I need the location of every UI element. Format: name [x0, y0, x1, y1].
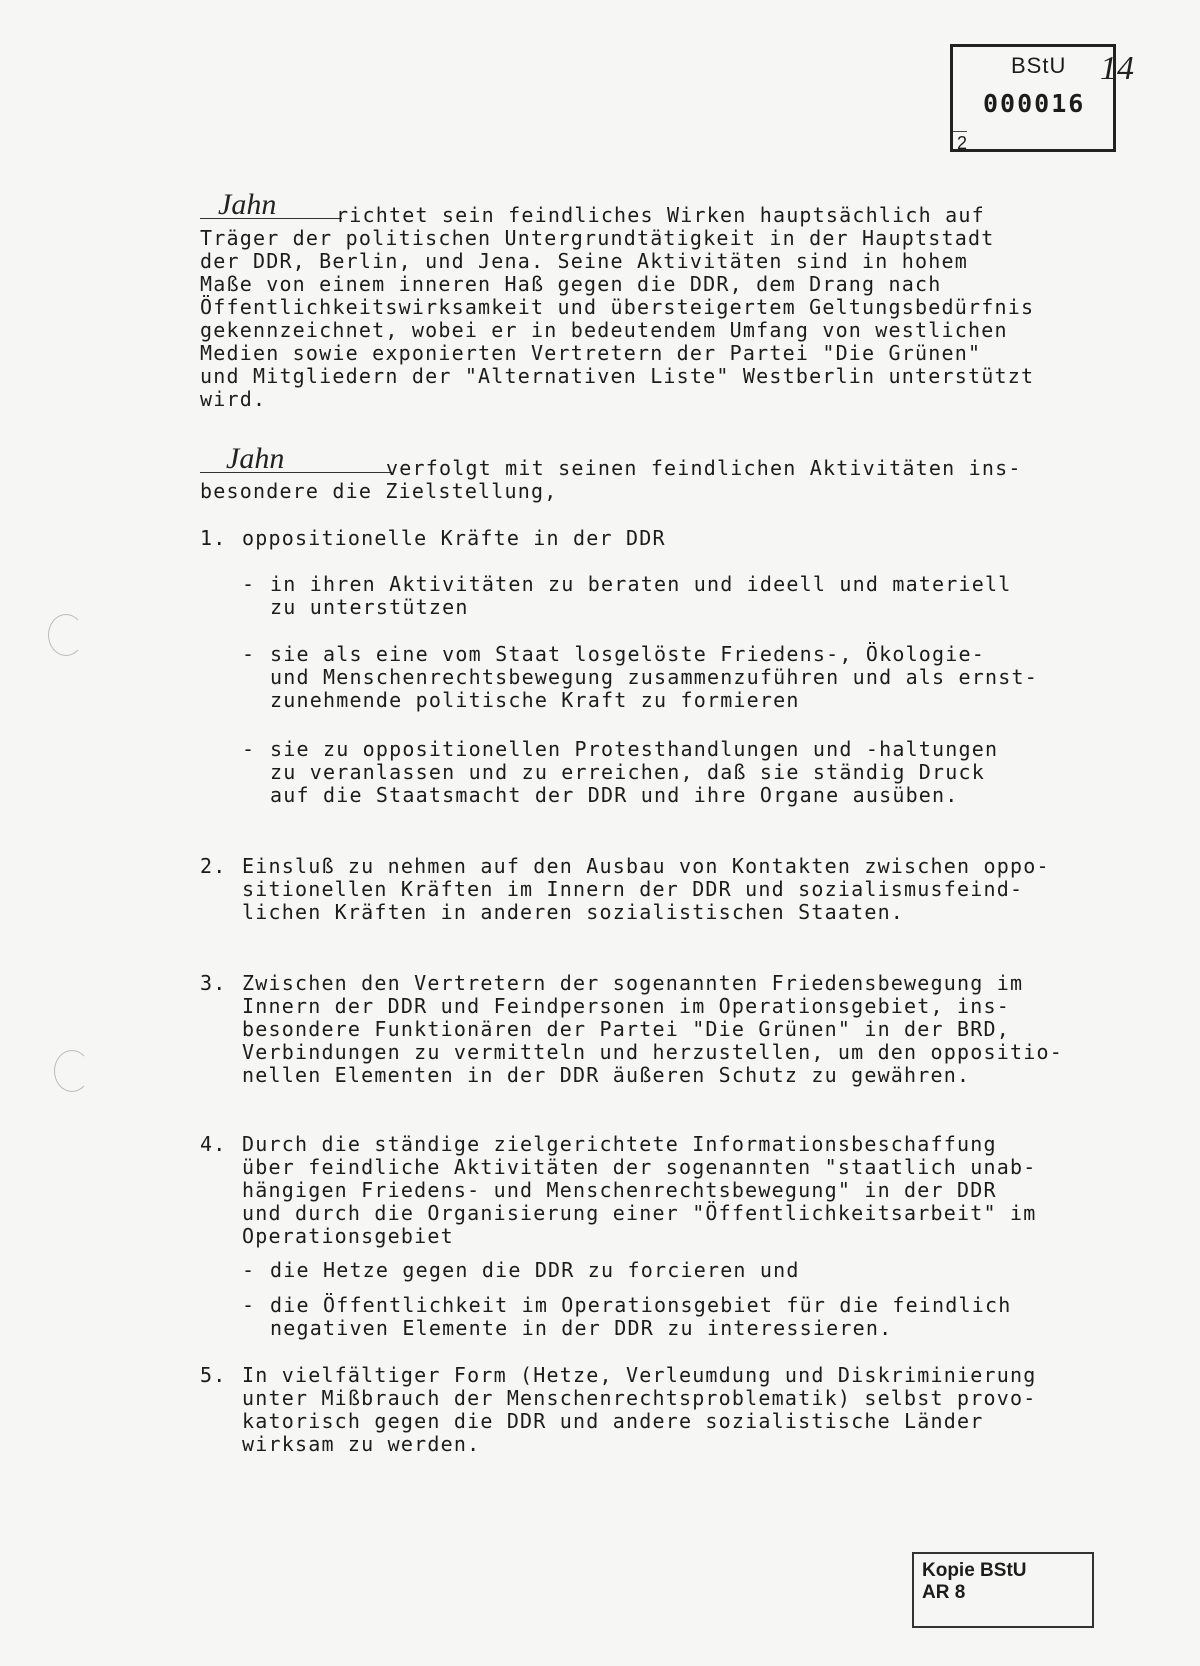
dash-bullet: -: [242, 1293, 256, 1317]
handwritten-name-2: Jahn: [200, 446, 392, 473]
dash-bullet: -: [242, 572, 256, 596]
text-line: Zwischen den Vertretern der sogenannten Friedensbewegung im: [242, 971, 1024, 995]
dash-bullet: -: [242, 1258, 256, 1282]
text-line: verfolgt mit seinen feindlichen Aktivitäten ins-: [386, 456, 1022, 480]
punch-hole: [54, 1050, 90, 1092]
text-line: auf die Staatsmacht der DDR und ihre Organe ausüben.: [270, 783, 959, 807]
list-item-number: 1.: [200, 526, 227, 550]
text-line: zu unterstützen: [270, 595, 469, 619]
dash-bullet: -: [242, 737, 256, 761]
text-line: Operationsgebiet: [242, 1224, 454, 1248]
text-line: lichen Kräften in anderen sozialistischen Staaten.: [242, 900, 905, 924]
text-line: und Mitgliedern der "Alternativen Liste" Westberlin unterstützt: [200, 364, 1035, 388]
stamp-page-number: 2: [957, 133, 968, 153]
text-line: hängigen Friedens- und Menschenrechtsbewegung" in der DDR: [242, 1178, 997, 1202]
text-line: oppositionelle Kräfte in der DDR: [242, 526, 666, 550]
text-line: in ihren Aktivitäten zu beraten und ideell und materiell: [270, 572, 1012, 596]
copy-stamp-line-2: AR 8: [922, 1582, 966, 1603]
text-line: unter Mißbrauch der Menschenrechtsproblematik) selbst provo-: [242, 1386, 1037, 1410]
text-line: In vielfältiger Form (Hetze, Verleumdung und Diskriminierung: [242, 1363, 1037, 1387]
copy-stamp: [912, 1552, 1094, 1628]
text-line: nellen Elementen in der DDR äußeren Schutz zu gewähren.: [242, 1063, 971, 1087]
text-line: Verbindungen zu vermitteln und herzustellen, um den oppositio-: [242, 1040, 1063, 1064]
text-line: besondere Funktionären der Partei "Die Grünen" in der BRD,: [242, 1017, 1010, 1041]
list-item-number: 3.: [200, 971, 227, 995]
list-item-number: 4.: [200, 1132, 227, 1156]
text-line: Durch die ständige zielgerichtete Informationsbeschaffung: [242, 1132, 997, 1156]
text-line: über feindliche Aktivitäten der sogenannten "staatlich unab-: [242, 1155, 1037, 1179]
list-item-number: 2.: [200, 854, 227, 878]
copy-stamp-line-1: Kopie BStU: [922, 1560, 1027, 1581]
list-item-number: 5.: [200, 1363, 227, 1387]
archive-stamp: [950, 44, 1116, 152]
handwritten-name-1: Jahn: [200, 192, 342, 219]
text-line: Innern der DDR und Feindpersonen im Operationsgebiet, ins-: [242, 994, 1010, 1018]
text-line: zu veranlassen und zu erreichen, daß sie ständig Druck: [270, 760, 986, 784]
text-line: richtet sein feindliches Wirken hauptsächlich auf: [336, 203, 985, 227]
text-line: Einsluß zu nehmen auf den Ausbau von Kontakten zwischen oppo-: [242, 854, 1050, 878]
text-line: Öffentlichkeitswirksamkeit und übersteigertem Geltungsbedürfnis: [200, 295, 1035, 319]
text-line: sie als eine vom Staat losgelöste Friedens-, Ökologie-: [270, 642, 986, 666]
text-line: wirksam zu werden.: [242, 1432, 481, 1456]
text-line: Medien sowie exponierten Vertretern der Partei "Die Grünen": [200, 341, 982, 365]
text-line: wird.: [200, 387, 267, 411]
text-line: die Öffentlichkeit im Operationsgebiet für die feindlich: [270, 1293, 1012, 1317]
stamp-divider: [953, 131, 967, 132]
text-line: Träger der politischen Untergrundtätigkeit in der Hauptstadt: [200, 226, 995, 250]
punch-hole: [48, 614, 84, 656]
text-line: die Hetze gegen die DDR zu forcieren und: [270, 1258, 800, 1282]
text-line: und Menschenrechtsbewegung zusammenzuführen und als ernst-: [270, 665, 1038, 689]
text-line: gekennzeichnet, wobei er in bedeutendem Umfang von westlichen: [200, 318, 1008, 342]
stamp-number: 000016: [983, 89, 1086, 118]
text-line: sie zu oppositionellen Protesthandlungen und -haltungen: [270, 737, 999, 761]
stamp-org: BStU: [1011, 53, 1067, 78]
text-line: negativen Elemente in der DDR zu interessieren.: [270, 1316, 893, 1340]
text-line: und durch die Organisierung einer "Öffentlichkeitsarbeit" im: [242, 1201, 1037, 1225]
text-line: katorisch gegen die DDR und andere sozialistische Länder: [242, 1409, 984, 1433]
text-line: der DDR, Berlin, und Jena. Seine Aktivitäten sind in hohem: [200, 249, 968, 273]
text-line: zunehmende politische Kraft zu formieren: [270, 688, 800, 712]
dash-bullet: -: [242, 642, 256, 666]
paragraph-1: [200, 204, 1140, 411]
text-line: sitionellen Kräften im Innern der DDR und sozialismusfeind-: [242, 877, 1024, 901]
paragraph-2: [200, 457, 1140, 503]
text-line: Maße von einem inneren Haß gegen die DDR, dem Drang nach: [200, 272, 942, 296]
text-line: besondere die Zielstellung,: [200, 479, 558, 503]
handwritten-folio-number: 14: [1100, 50, 1134, 87]
